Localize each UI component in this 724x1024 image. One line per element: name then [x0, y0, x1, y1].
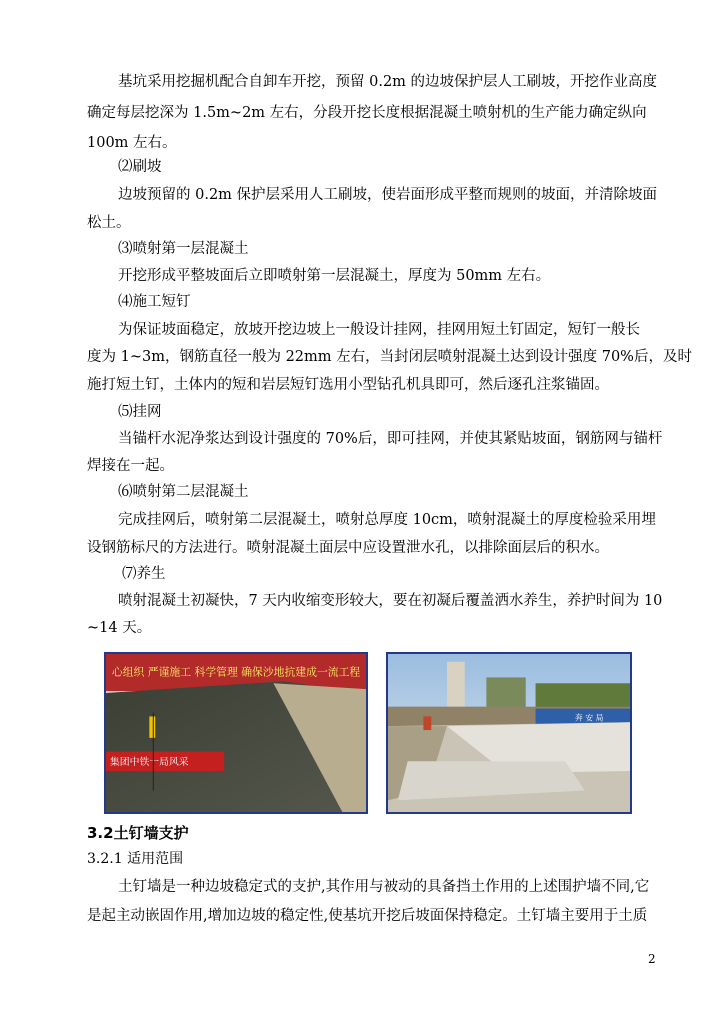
para8-line2: 是起主动嵌固作用,增加边坡的稳定性,使基坑开挖后坡面保持稳定。土钉墙主要用于土质: [87, 908, 648, 924]
para2-line2: 松土。: [87, 215, 131, 231]
heading-first-shotcrete: ⑶喷射第一层混凝土: [118, 241, 249, 257]
para8-line1: 土钉墙是一种边坡稳定式的支护,其作用与被动的具备挡土作用的上述围护墙不同,它: [118, 879, 650, 895]
subsection-title: 3.2.1 适用范围: [87, 851, 184, 867]
heading-brushing: ⑵刷坡: [118, 159, 162, 175]
slope-shotcrete-photo: [104, 652, 368, 814]
heading-mesh: ⑸挂网: [118, 404, 162, 420]
side-banner-text: 集团中铁一局风采: [109, 757, 189, 769]
page-number: 2: [648, 952, 656, 966]
heading-curing: ⑺养生: [122, 566, 166, 582]
para5-line2: 焊接在一起。: [87, 458, 174, 474]
excavation-pit-photo: [386, 652, 632, 814]
para6-line2: 设钢筋标尺的方法进行。喷射混凝土面层中应设置泄水孔，以排除面层后的积水。: [87, 540, 609, 556]
section-title: 3.2土钉墙支护: [87, 824, 189, 842]
para6-line1: 完成挂网后，喷射第二层混凝土，喷射总厚度 10cm，喷射混凝土的厚度检验采用埋: [118, 512, 656, 528]
top-banner-text: 心组织 严谨施工 科学管理 确保沙地抗建成一流工程: [111, 665, 361, 679]
site-sign-text: 奔 安 局: [574, 713, 604, 723]
para4-line2: 度为 1~3m，钢筋直径一般为 22mm 左右，当封闭层喷射混凝土达到设计强度 70%后，及时: [87, 349, 692, 365]
heading-short-nails: ⑷施工短钉: [118, 294, 191, 310]
para1-line3: 100m 左右。: [87, 135, 177, 151]
para4-line3: 施打短土钉，土体内的短和岩层短钉选用小型钻孔机具即可，然后逐孔注浆锚固。: [87, 377, 609, 393]
para2-line1: 边坡预留的 0.2m 保护层采用人工刷坡，使岩面形成平整而规则的坡面，并清除坡面: [118, 187, 658, 203]
para1-line2: 确定每层挖深为 1.5m~2m 左右，分段开挖长度根据混凝土喷射机的生产能力确定纵向: [87, 105, 647, 121]
para3-line1: 开挖形成平整坡面后立即喷射第一层混凝土，厚度为 50mm 左右。: [118, 268, 551, 284]
para4-line1: 为保证坡面稳定，放坡开挖边坡上一般设计挂网，挂网用短土钉固定，短钉一般长: [118, 322, 640, 338]
heading-second-shotcrete: ⑹喷射第二层混凝土: [118, 484, 249, 500]
para7-line2: ~14 天。: [87, 620, 152, 636]
para5-line1: 当锚杆水泥净浆达到设计强度的 70%后，即可挂网，并使其紧贴坡面，钢筋网与锚杆: [118, 431, 663, 447]
para7-line1: 喷射混凝土初凝快，7 天内收缩变形较大，要在初凝后覆盖洒水养生，养护时间为 10: [118, 593, 663, 609]
para1-line1: 基坑采用挖掘机配合自卸车开挖，预留 0.2m 的边坡保护层人工刷坡，开挖作业高度: [118, 74, 658, 90]
